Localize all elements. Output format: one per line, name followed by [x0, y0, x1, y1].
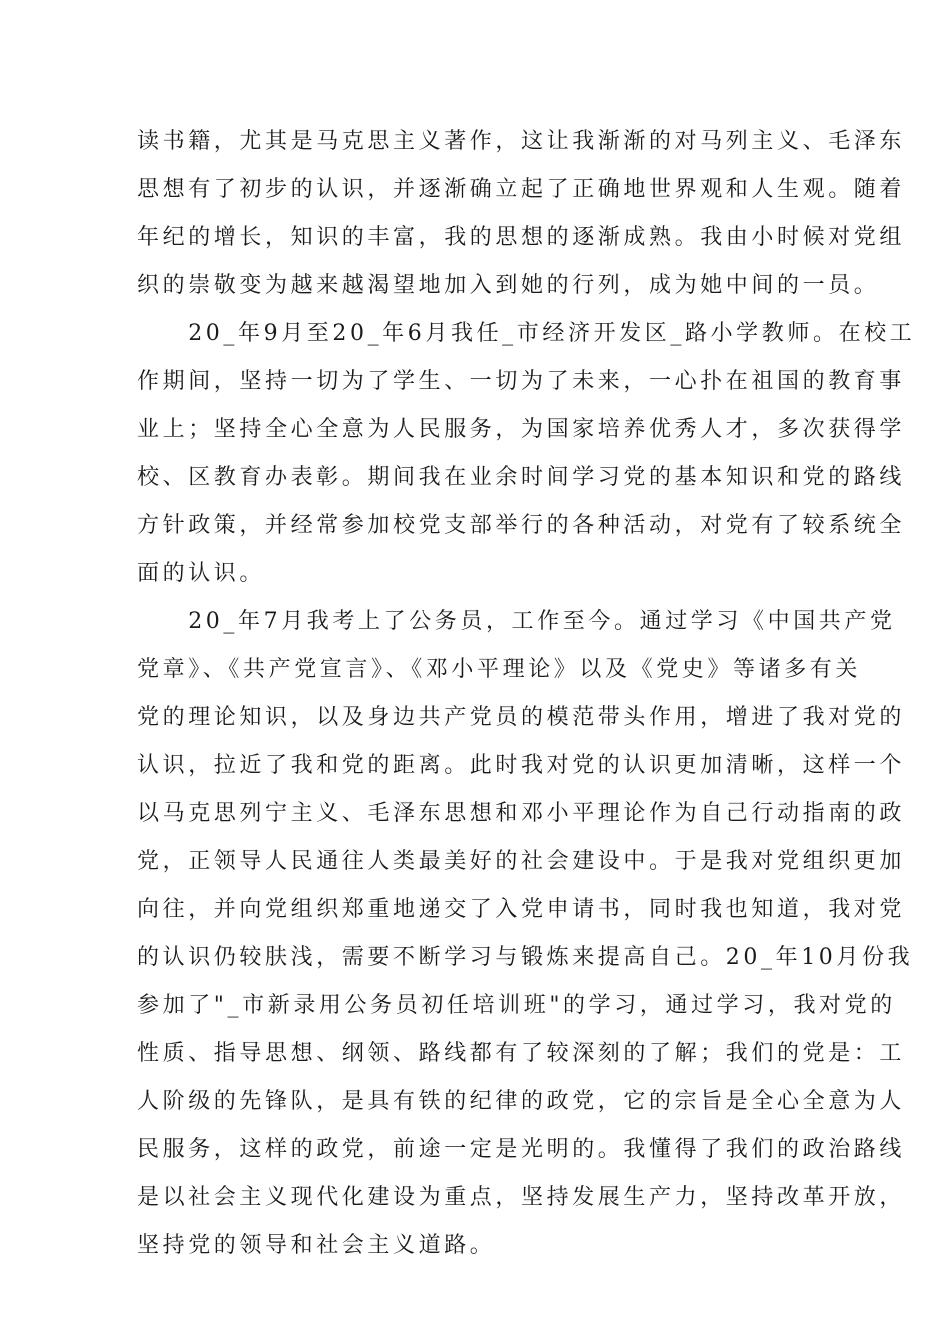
text-line: 人阶级的先锋队，是具有铁的纪律的政党，它的宗旨是全心全意为人 — [137, 1089, 906, 1114]
text-line: 以马克思列宁主义、毛泽东思想和邓小平理论作为自己行动指南的政 — [137, 801, 906, 826]
paragraph-3 — [137, 598, 914, 1270]
text-line: 参加了"_市新录用公务员初任培训班"的学习，通过学习，我对党的 — [137, 993, 896, 1018]
text-line: 方针政策，并经常参加校党支部举行的各种活动，对党有了较系统全 — [137, 513, 906, 538]
document-body — [137, 118, 916, 1270]
text-line: 读书籍，尤其是马克思主义著作，这让我渐渐的对马列主义、毛泽东 — [137, 129, 906, 154]
text-line: 党的理论知识，以及身边共产党员的模范带头作用，增进了我对党的 — [137, 705, 906, 730]
text-line: 坚持党的领导和社会主义道路。 — [137, 1233, 496, 1258]
text-line: 向往，并向党组织郑重地递交了入党申请书，同时我也知道，我对党 — [137, 897, 906, 922]
text-line: 性质、指导思想、纲领、路线都有了较深刻的了解；我们的党是：工 — [137, 1041, 906, 1066]
text-line: 的认识仍较肤浅，需要不断学习与锻炼来提高自己。20_年10月份我 — [137, 945, 914, 970]
text-line: 织的崇敬变为越来越渴望地加入到她的行列，成为她中间的一员。 — [137, 273, 880, 298]
text-line: 党，正领导人民通往人类最美好的社会建设中。于是我对党组织更加 — [137, 849, 906, 874]
text-line: 认识，拉近了我和党的距离。此时我对党的认识更加清晰，这样一个 — [137, 753, 906, 778]
text-line: 民服务，这样的政党，前途一定是光明的。我懂得了我们的政治路线 — [137, 1137, 906, 1162]
text-line: 年纪的增长，知识的丰富，我的思想的逐渐成熟。我由小时候对党组 — [137, 225, 906, 250]
text-line: 党章》、《共产党宣言》、《邓小平理论》以及《党史》等诸多有关 — [137, 657, 862, 682]
text-line: 作期间，坚持一切为了学生、一切为了未来，一心扑在祖国的教育事 — [137, 369, 906, 394]
text-line: 20_年7月我考上了公务员，工作至今。通过学习《中国共产党 — [137, 609, 896, 634]
paragraph-2 — [137, 310, 916, 598]
text-line: 是以社会主义现代化建设为重点，坚持发展生产力，坚持改革开放， — [137, 1185, 906, 1210]
text-line: 业上；坚持全心全意为人民服务，为国家培养优秀人才，多次获得学 — [137, 417, 906, 442]
text-line: 思想有了初步的认识，并逐渐确立起了正确地世界观和人生观。随着 — [137, 177, 906, 202]
text-line: 面的认识。 — [137, 561, 266, 586]
paragraph-1 — [137, 118, 906, 310]
text-line: 20_年9月至20_年6月我任_市经济开发区_路小学教师。在校工 — [137, 321, 916, 346]
text-line: 校、区教育办表彰。期间我在业余时间学习党的基本知识和党的路线 — [137, 465, 906, 490]
